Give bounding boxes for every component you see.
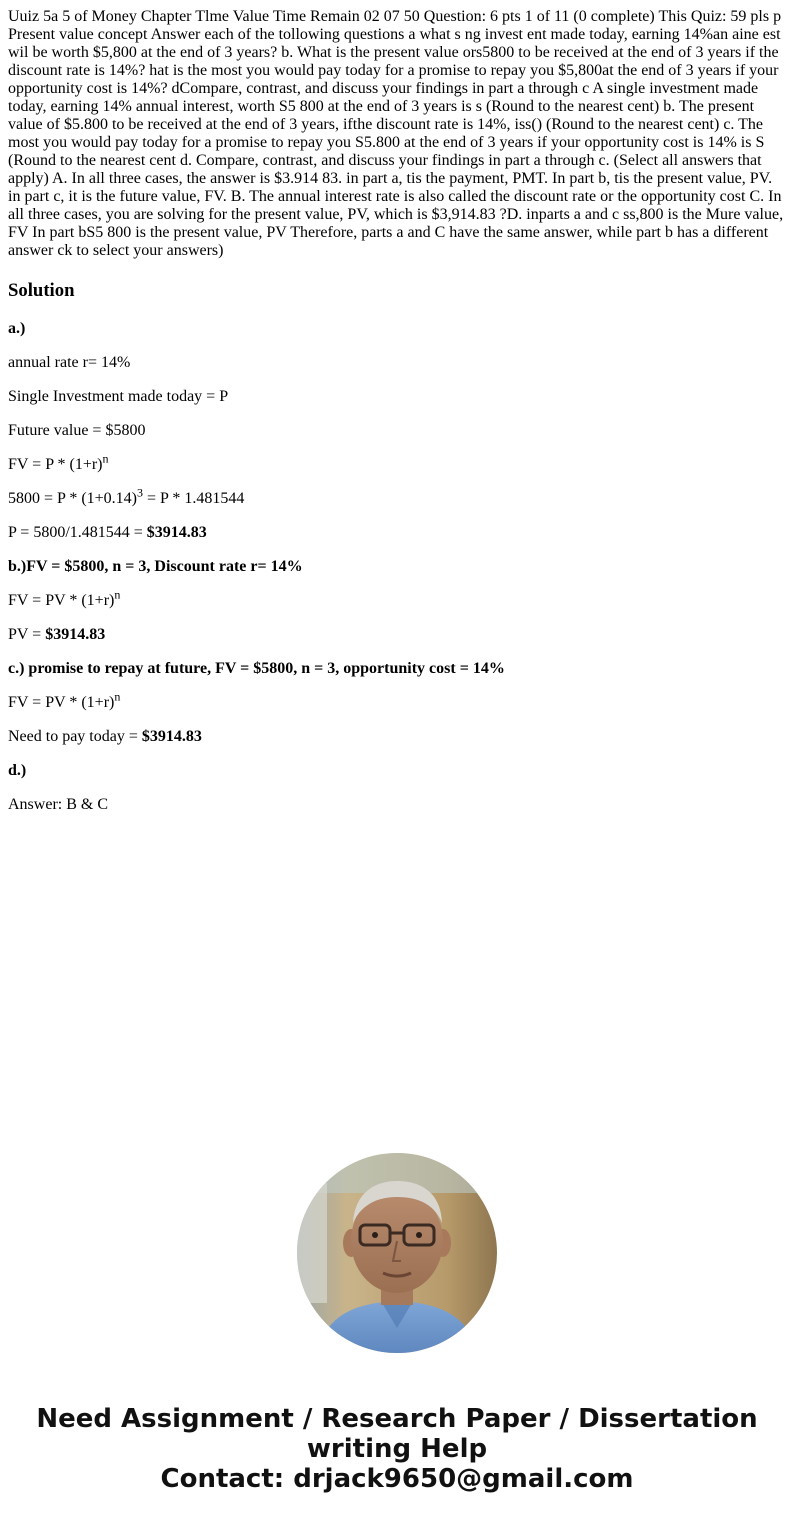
contact-footer [0,1404,794,1494]
calculation-line: $5800 = P * (1+0.14)^3 = P * 1.481544$ [8,485,245,507]
part-a-heading: a.) [8,320,26,337]
part-a-result: P = 5800/1.481544 = $3914.83 [8,524,207,541]
part-b-result: PV = $3914.83 [8,626,106,643]
part-d-answer: Answer: B & C [8,796,108,813]
annual-rate-line: annual rate r= 14% [8,354,131,371]
formula-fv-p: FV = $P * (1+r)^n$ [8,451,109,473]
part-d-heading: d.) [8,762,27,779]
avatar [297,1153,497,1353]
future-value-line: Future value = $5800 [8,422,146,439]
question-text: Uuiz 5a 5 of Money Chapter Tlme Value Time Remain 02 07 50 Question: 6 pts 1 of 11 (0 complete) This Quiz: 59 pls p Present value concept Answer each of the tollowing questions a what s ng invest ent made today, earning 14%an aine est wil be worth $5,800 at the end of 3 years? b. What is the present value ors5800 to be received at the end of 3 years if the discount rate is 14%? hat is the most you would pay today for a promise to repay you $5,800at the end of 3 years if your opportunity cost is 14%? dCompare, contrast, and discuss your findings in part a through c A single investment made today, earning 14% annual interest, worth S5 800 at the end of 3 years is s (Round to the nearest cent) b. The present value of $5.800 to be received at the end of 3 years, ifthe discount rate is 14%, iss() (Round to the nearest cent) c. The most you would pay today for a promise to repay you S5.800 at the end of 3 years if your opportunity cost is 14% is S (Round to the nearest cent d. Compare, contrast, and discuss your findings in part a through c. (Select all answers that apply) A. In all three cases, the answer is $3.914 83. in part a, tis the payment, PMT. In part b, tis the present value, PV. in part c, it is the future value, FV. B. The annual interest rate is also called the discount rate or the opportunity cost C. In all three cases, you are solving for the present value, PV, which is $3,914.83 ?D. inparts a and c ss,800 is the Mure value, FV In part bS5 800 is the present value, PV Therefore, parts a and C have the same answer, while part b has a different answer ck to select your answers) [8,8,784,259]
footer-line-2: writing Help [306,1434,488,1464]
footer-line-1: Need Assignment / Research Paper / Dissertation [36,1404,758,1434]
formula-fv-pv-c: FV = PV * $(1+r)^n$ [8,689,121,711]
single-investment-line: Single Investment made today = P [8,388,229,405]
part-c-heading: c.) promise to repay at future, FV = $5800, n = 3, opportunity cost = 14% [8,660,505,677]
formula-fv-pv-b: FV = PV * $(1+r)^n$ [8,587,121,609]
part-b-heading: b.)FV = $5800, n = 3, Discount rate r= 14% [8,558,303,575]
person-portrait-image [297,1153,497,1353]
part-c-result: Need to pay today = $3914.83 [8,728,202,745]
solution-heading: Solution [8,280,75,301]
footer-contact-line: Contact: drjack9650@gmail.com [160,1464,634,1494]
